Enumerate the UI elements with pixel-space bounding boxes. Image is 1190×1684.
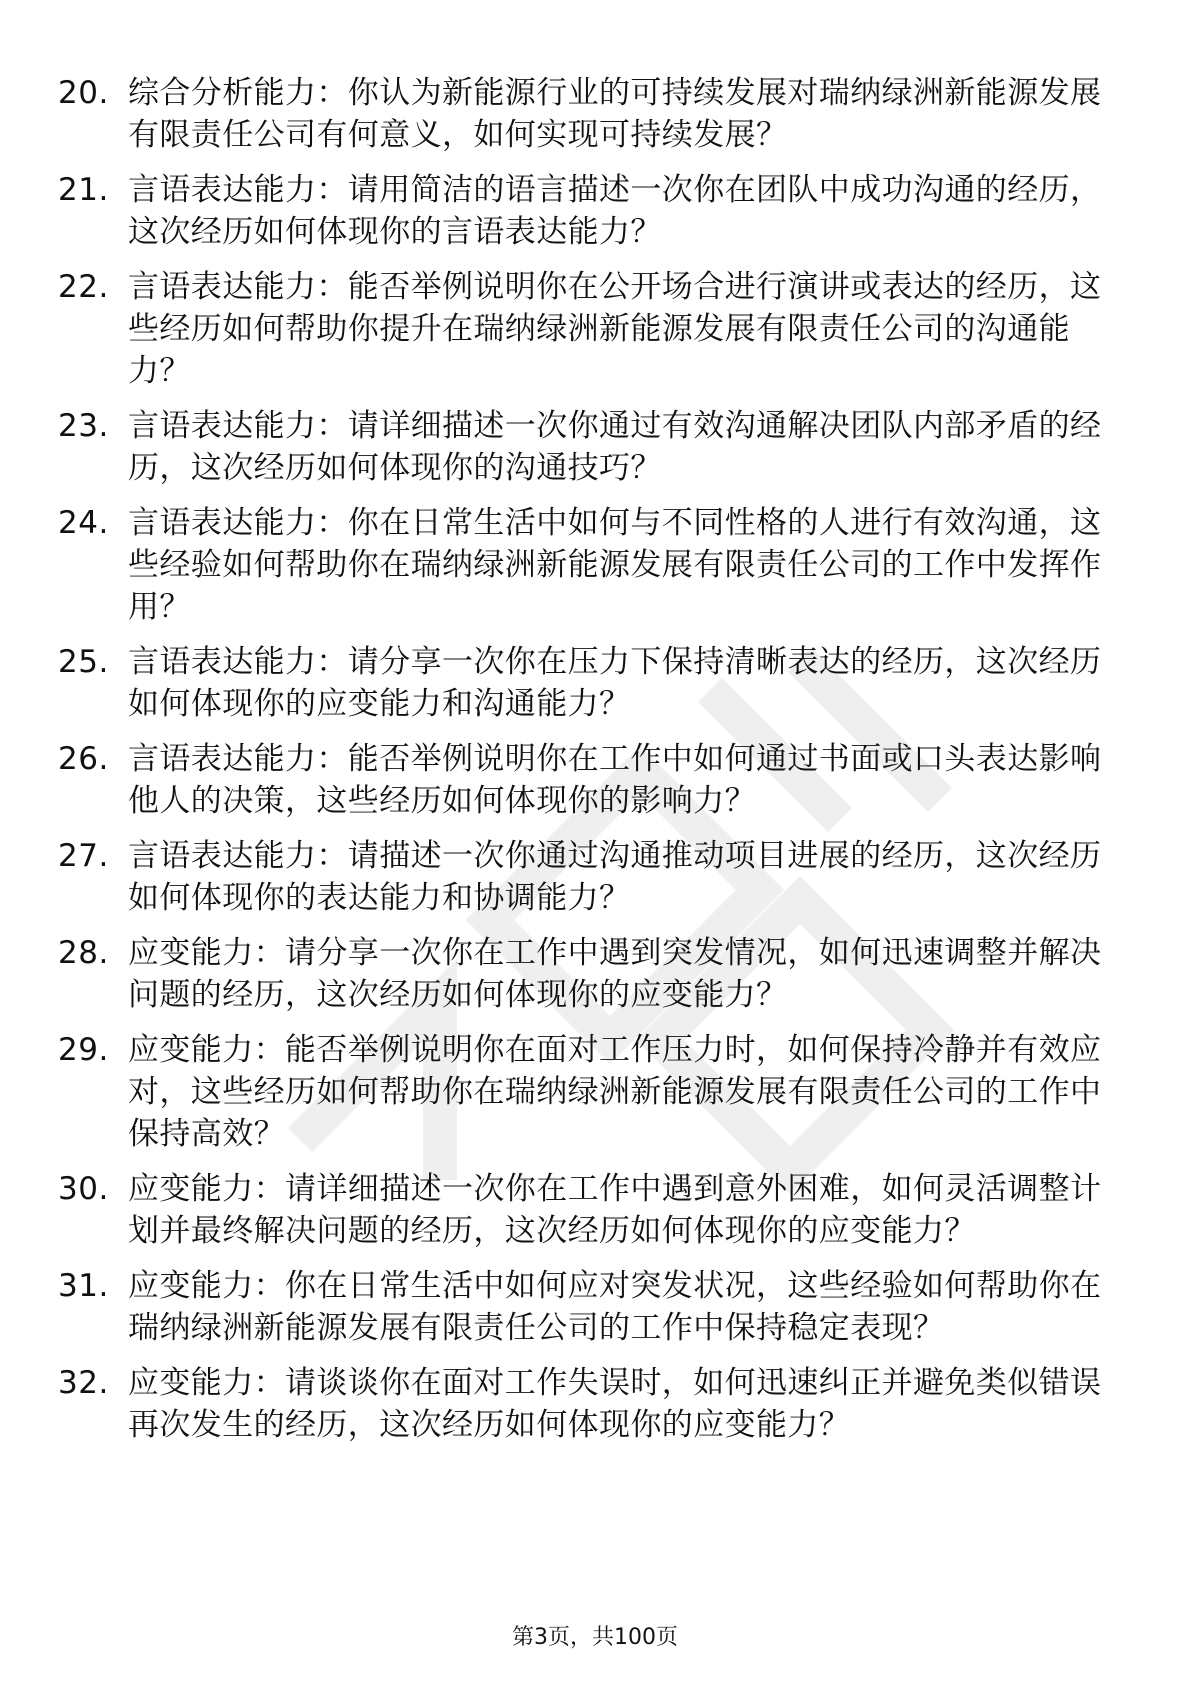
- question-number: 32.: [58, 1365, 109, 1401]
- question-number: 29.: [58, 1032, 109, 1068]
- question-text: 应变能力：能否举例说明你在面对工作压力时，如何保持冷静并有效应对，这些经历如何帮助你在瑞纳绿洲新能源发展有限责任公司的工作中保持高效？: [128, 1032, 1102, 1152]
- question-number: 23.: [58, 408, 109, 444]
- question-text: 言语表达能力：能否举例说明你在工作中如何通过书面或口头表达影响他人的决策，这些经历如何体现你的影响力？: [128, 741, 1102, 819]
- question-text: 言语表达能力：请用简洁的语言描述一次你在团队中成功沟通的经历，这次经历如何体现你的言语表达能力？: [128, 172, 1102, 250]
- question-number: 28.: [58, 935, 109, 971]
- question-item: [58, 405, 1118, 489]
- question-number: 22.: [58, 269, 109, 305]
- question-number: 31.: [58, 1268, 109, 1304]
- question-text: 应变能力：请分享一次你在工作中遇到突发情况，如何迅速调整并解决问题的经历，这次经历如何体现你的应变能力？: [128, 935, 1102, 1013]
- question-item: [58, 502, 1118, 628]
- question-number: 26.: [58, 741, 109, 777]
- question-item: [58, 641, 1118, 725]
- question-item: [58, 1168, 1118, 1252]
- question-item: [58, 1362, 1118, 1446]
- page-footer: [0, 1623, 1190, 1653]
- question-item: [58, 72, 1118, 156]
- question-number: 21.: [58, 172, 109, 208]
- question-number: 27.: [58, 838, 109, 874]
- question-item: [58, 266, 1118, 392]
- question-text: 言语表达能力：能否举例说明你在公开场合进行演讲或表达的经历，这些经历如何帮助你提升在瑞纳绿洲新能源发展有限责任公司的沟通能力？: [128, 269, 1102, 389]
- page-number-label: 第3页，共100页: [512, 1625, 678, 1650]
- question-list: [58, 72, 1118, 1459]
- question-item: [58, 1265, 1118, 1349]
- question-text: 言语表达能力：你在日常生活中如何与不同性格的人进行有效沟通，这些经验如何帮助你在瑞纳绿洲新能源发展有限责任公司的工作中发挥作用？: [128, 505, 1102, 625]
- question-item: [58, 169, 1118, 253]
- question-text: 应变能力：请谈谈你在面对工作失误时，如何迅速纠正并避免类似错误再次发生的经历，这次经历如何体现你的应变能力？: [128, 1365, 1102, 1443]
- question-text: 言语表达能力：请分享一次你在压力下保持清晰表达的经历，这次经历如何体现你的应变能力和沟通能力？: [128, 644, 1102, 722]
- question-text: 言语表达能力：请描述一次你通过沟通推动项目进展的经历，这次经历如何体现你的表达能力和协调能力？: [128, 838, 1102, 916]
- question-number: 25.: [58, 644, 109, 680]
- question-number: 20.: [58, 75, 109, 111]
- question-number: 30.: [58, 1171, 109, 1207]
- question-text: 应变能力：请详细描述一次你在工作中遇到意外困难，如何灵活调整计划并最终解决问题的经历，这次经历如何体现你的应变能力？: [128, 1171, 1102, 1249]
- question-text: 言语表达能力：请详细描述一次你通过有效沟通解决团队内部矛盾的经历，这次经历如何体现你的沟通技巧？: [128, 408, 1102, 486]
- question-number: 24.: [58, 505, 109, 541]
- question-item: [58, 1029, 1118, 1155]
- question-text: 综合分析能力：你认为新能源行业的可持续发展对瑞纳绿洲新能源发展有限责任公司有何意义，如何实现可持续发展？: [128, 75, 1102, 153]
- question-item: [58, 738, 1118, 822]
- question-text: 应变能力：你在日常生活中如何应对突发状况，这些经验如何帮助你在瑞纳绿洲新能源发展有限责任公司的工作中保持稳定表现？: [128, 1268, 1102, 1346]
- question-item: [58, 932, 1118, 1016]
- question-item: [58, 835, 1118, 919]
